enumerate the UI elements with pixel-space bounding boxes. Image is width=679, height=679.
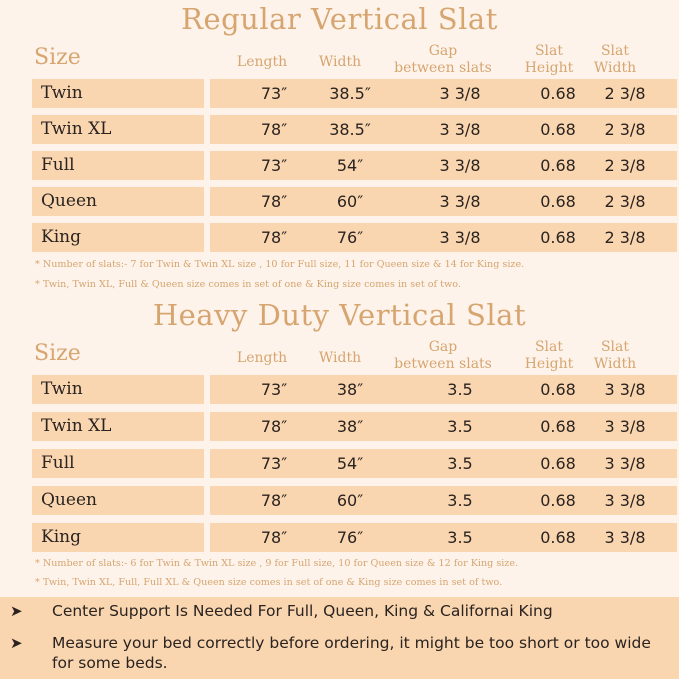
table-row	[32, 187, 677, 216]
values-cell	[210, 523, 677, 552]
header-gap-line2: between slats	[394, 356, 492, 372]
length-value: 73″	[260, 84, 288, 103]
length-value: 73″	[260, 156, 288, 175]
table-row	[32, 375, 677, 404]
size-cell: Full	[32, 151, 204, 180]
swidth-value: 2 3/8	[604, 228, 646, 247]
width-value: 76″	[336, 528, 364, 547]
gap-value: 3 3/8	[439, 156, 481, 175]
header-gap-line2: between slats	[394, 60, 492, 76]
width-value: 38.5″	[329, 120, 371, 139]
header-height-line1: Slat	[534, 339, 564, 355]
header-gap-line1: Gap	[428, 43, 458, 59]
heavy-note-slats: * Number of slats:- 6 for Twin & Twin XL size , 9 for Full size, 10 for Queen size & 12 for King size.	[35, 558, 519, 569]
bullet-text: Measure your bed correctly before ordering, it might be too short or too wide for some beds.	[52, 634, 651, 672]
gap-value: 3.5	[447, 528, 473, 547]
length-value: 73″	[260, 380, 288, 399]
values-cell	[210, 79, 677, 108]
header-length: Length	[236, 54, 288, 70]
height-value: 0.68	[540, 491, 576, 510]
gap-value: 3.5	[447, 417, 473, 436]
header-gap-line1: Gap	[428, 339, 458, 355]
size-cell: Twin XL	[32, 115, 204, 144]
height-value: 0.68	[540, 380, 576, 399]
values-cell	[210, 151, 677, 180]
heavy-title: Heavy Duty Vertical Slat	[152, 298, 527, 332]
values-cell	[210, 412, 677, 441]
width-value: 76″	[336, 228, 364, 247]
header-gap	[380, 339, 506, 373]
regular-note-sets: * Twin, Twin XL, Full & Queen size comes in set of one & King size comes in set of two.	[35, 279, 461, 290]
values-cell	[210, 486, 677, 515]
size-cell: King	[32, 523, 204, 552]
swidth-value: 3 3/8	[604, 454, 646, 473]
height-value: 0.68	[540, 417, 576, 436]
swidth-value: 3 3/8	[604, 380, 646, 399]
size-cell: Queen	[32, 187, 204, 216]
length-value: 78″	[260, 228, 288, 247]
header-swidth-line1: Slat	[600, 339, 630, 355]
values-cell	[210, 115, 677, 144]
length-value: 78″	[260, 417, 288, 436]
width-value: 38″	[336, 417, 364, 436]
header-length: Length	[236, 350, 288, 366]
arrow-bullet-icon: ➤	[10, 602, 23, 620]
width-value: 38″	[336, 380, 364, 399]
swidth-value: 2 3/8	[604, 192, 646, 211]
length-value: 78″	[260, 528, 288, 547]
header-height-line2: Height	[524, 356, 574, 372]
table-row	[32, 79, 677, 108]
swidth-value: 3 3/8	[604, 528, 646, 547]
length-value: 78″	[260, 491, 288, 510]
width-value: 38.5″	[329, 84, 371, 103]
table-row	[32, 412, 677, 441]
header-width: Width	[318, 350, 362, 366]
size-cell: Twin	[32, 79, 204, 108]
header-height-line1: Slat	[534, 43, 564, 59]
regular-title: Regular Vertical Slat	[181, 2, 498, 36]
swidth-value: 2 3/8	[604, 120, 646, 139]
regular-note-slats: * Number of slats:- 7 for Twin & Twin XL size , 10 for Full size, 11 for Queen size & 14 for King size.	[35, 259, 525, 270]
heavy-note-sets: * Twin, Twin XL, Full, Full XL & Queen size comes in set of one & King size comes in set of two.	[35, 577, 503, 588]
height-value: 0.68	[540, 156, 576, 175]
gap-value: 3.5	[447, 491, 473, 510]
header-size: Size	[34, 341, 81, 366]
swidth-value: 3 3/8	[604, 491, 646, 510]
height-value: 0.68	[540, 84, 576, 103]
header-swidth-line2: Width	[593, 60, 637, 76]
width-value: 60″	[336, 491, 364, 510]
table-row	[32, 486, 677, 515]
header-swidth-line1: Slat	[600, 43, 630, 59]
table-row	[32, 151, 677, 180]
size-cell: Full	[32, 449, 204, 478]
swidth-value: 3 3/8	[604, 417, 646, 436]
values-cell	[210, 449, 677, 478]
gap-value: 3 3/8	[439, 84, 481, 103]
values-cell	[210, 375, 677, 404]
header-slat-width	[580, 43, 650, 77]
width-value: 54″	[336, 454, 364, 473]
header-gap	[380, 43, 506, 77]
height-value: 0.68	[540, 528, 576, 547]
table-row	[32, 223, 677, 252]
values-cell	[210, 223, 677, 252]
table-row	[32, 449, 677, 478]
gap-value: 3 3/8	[439, 228, 481, 247]
size-cell: Twin XL	[32, 412, 204, 441]
size-cell: King	[32, 223, 204, 252]
size-cell: Twin	[32, 375, 204, 404]
swidth-value: 2 3/8	[604, 156, 646, 175]
gap-value: 3 3/8	[439, 120, 481, 139]
values-cell	[210, 187, 677, 216]
header-size: Size	[34, 45, 81, 70]
table-row	[32, 523, 677, 552]
header-slat-width	[580, 339, 650, 373]
height-value: 0.68	[540, 454, 576, 473]
info-band	[0, 597, 679, 679]
swidth-value: 2 3/8	[604, 84, 646, 103]
header-slat-height	[514, 339, 584, 373]
gap-value: 3.5	[447, 380, 473, 399]
gap-value: 3 3/8	[439, 192, 481, 211]
height-value: 0.68	[540, 228, 576, 247]
width-value: 60″	[336, 192, 364, 211]
bullet-text: Center Support Is Needed For Full, Queen, King & Californai King	[52, 602, 553, 620]
width-value: 54″	[336, 156, 364, 175]
height-value: 0.68	[540, 192, 576, 211]
header-swidth-line2: Width	[593, 356, 637, 372]
size-cell: Queen	[32, 486, 204, 515]
gap-value: 3.5	[447, 454, 473, 473]
height-value: 0.68	[540, 120, 576, 139]
header-height-line2: Height	[524, 60, 574, 76]
length-value: 78″	[260, 120, 288, 139]
header-slat-height	[514, 43, 584, 77]
table-row	[32, 115, 677, 144]
length-value: 73″	[260, 454, 288, 473]
length-value: 78″	[260, 192, 288, 211]
arrow-bullet-icon: ➤	[10, 634, 23, 652]
header-width: Width	[318, 54, 362, 70]
